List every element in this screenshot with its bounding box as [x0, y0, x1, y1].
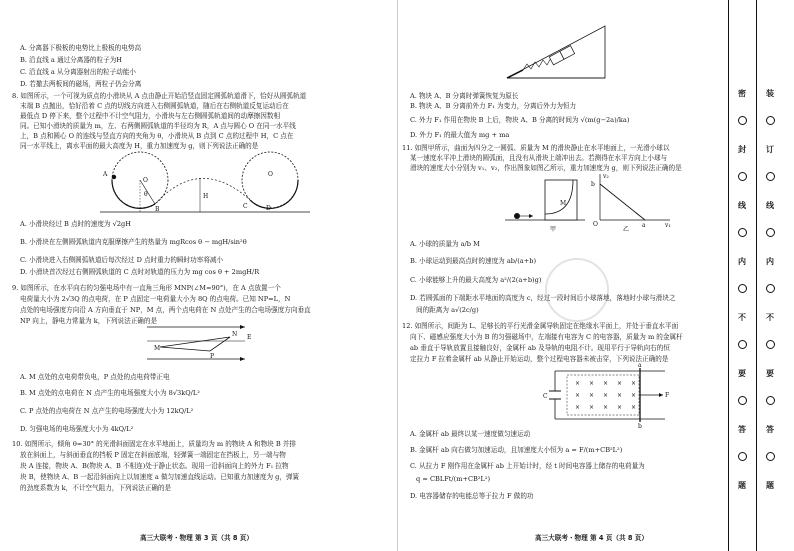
field-cross: ×	[603, 380, 609, 387]
left-text-line: B. 沿直线 a 通过分离器的粒子为H	[20, 56, 123, 64]
fig8-label-o2: O	[268, 171, 273, 178]
right-text-line: 某一速度水平冲上滑块的圆弧面，且没有从滑块上端冲出去。若测得在水平方向上小球与	[410, 154, 668, 162]
fig9-label-m: M	[154, 345, 161, 352]
right-text-line: B. 物块 A、B 分离前外力 F₁ 为变力，分离后外力为恒力	[410, 102, 577, 110]
left-text-line: D. 小滑块首次经过右侧圆弧轨道的 C 点时对轨道的压力为 mg cos θ + 2mgH/R	[20, 268, 260, 276]
left-text-line: A. M 点处的点电荷带负电，P 点处的点电荷带正电	[20, 373, 170, 381]
right-text-line: C. 外力 F₁ 作用在物块 B 上后，物块 A、B 分离的时间为 √(m(g−2a)/ka)	[410, 116, 630, 124]
figure-q9	[145, 325, 255, 365]
field-cross: ×	[617, 380, 623, 387]
binding-hole-circle	[738, 172, 747, 181]
right-text-line: 间的距离为 a√(2c/g)	[416, 306, 479, 314]
fig12-label-f: F	[665, 392, 670, 399]
left-text-line: A. 分离器下极板的电势比上极板的电势高	[20, 44, 142, 52]
binding-hole-circle	[766, 228, 775, 237]
right-page-footer: 高三大联考・物理 第 4 页（共 8 页）	[535, 534, 648, 542]
right-text-line: A. 小球的质量为 a/b M	[410, 240, 480, 248]
right-text-line: 向下、磁感应强度大小为 B 的匀强磁场中，左端接有电容为 C 的电容器，质量为 m 的金属杆	[410, 333, 683, 341]
binding-hole-circle	[766, 340, 775, 349]
fig9-label-e: E	[247, 334, 252, 341]
left-text-line: 10. 如图所示，倾角 θ=30° 的光滑斜面固定在水平地面上，质量均为 m 的物块 A 和物块 B 并排	[12, 440, 296, 448]
margin-char: 线	[738, 200, 746, 210]
figure-q11	[505, 172, 685, 234]
right-text-line: B. 金属杆 ab 向右做匀加速运动，且加速度大小恒为 a = F/(m+CB²L²)	[410, 446, 623, 454]
right-text-line: 滑块的速度大小分别为 v₁、v₂，作出图象如图乙所示，重力加速度为 g，则下列说法正确的是	[410, 164, 682, 172]
margin-char: 内	[766, 256, 774, 266]
left-text-line: D. 若撤去两板间的磁场，两粒子仍会分离	[20, 80, 142, 88]
field-cross: ×	[575, 392, 581, 399]
margin-char: 订	[766, 144, 774, 154]
right-text-line: A. 物块 A、B 分离时弹簧恢复为原长	[410, 92, 519, 100]
right-text-line: 12. 如图所示，间距为 L、足够长的平行光滑金属导轨固定在绝缘水平面上，并处于垂直水平面	[402, 322, 679, 330]
fig12-label-a: a	[638, 362, 642, 369]
right-text-line: 11. 如图甲所示，曲面为四分之一圆弧、质量为 M 的滑块静止在水平地面上，一光滑小球以	[402, 144, 670, 152]
right-text-line: q = CBLFt/(m+CB²L²)	[416, 475, 491, 483]
field-cross: ×	[589, 380, 595, 387]
field-cross: ×	[589, 392, 595, 399]
left-text-line: 末端 B 点抛出，恰好沿着 C 点的切线方向进入右侧圆弧轨道，随后在右侧轨道反复运动后在	[20, 102, 289, 110]
margin-char: 答	[738, 424, 746, 434]
left-text-line: 放在斜面上，与斜面垂直的挡板 P 固定在斜面底端，轻弹簧一端固定在挡板上，另一端与物	[20, 451, 286, 459]
field-cross: ×	[589, 404, 595, 411]
fig11-label-o: O	[593, 221, 598, 228]
left-text-line: A. 小滑块经过 B 点时的速度为 √2gH	[20, 220, 131, 228]
binding-hole-circle	[738, 116, 747, 125]
fig8-label-theta: θ	[144, 191, 148, 198]
left-text-line: 上，B 点和圆心 O 的连线与竖直方向的夹角为 θ，小滑块从 B 点到 C 点的过程中 H，C 点在	[20, 132, 294, 140]
binding-hole-circle	[738, 452, 747, 461]
fig9-label-n: N	[232, 331, 238, 338]
left-text-line: B. M 点处的点电荷在 N 点产生的电场强度大小为 8√3kQ/L²	[20, 389, 200, 397]
field-cross: ×	[617, 392, 623, 399]
field-cross: ×	[631, 404, 637, 411]
field-cross: ×	[603, 392, 609, 399]
left-text-line: 的劲度系数为 k，不计空气阻力，下列说法正确的是	[20, 484, 172, 492]
right-text-line: C. 从拉力 F 刚作用在金属杆 ab 上开始计时，经 t 时间电容器上储存的电荷量为	[410, 462, 645, 470]
fig11-label-v2: v₂	[603, 173, 609, 180]
fig11-caption-right: 乙	[623, 226, 630, 233]
left-text-line: 点处的电场强度方向沿 A 方向垂直于 NP，M 点，两个点电荷在 N 点处产生的合电场强度方向垂直	[20, 306, 311, 314]
right-text-line: D. 若圆弧面的下端距水平地面的高度为 c，经过一段时间后小球落地，落地时小球与滑块之	[410, 294, 676, 302]
fig12-label-c: C	[543, 393, 548, 400]
right-text-line: B. 小球运动到最高点时的速度为 ab/(a+b)	[410, 257, 537, 265]
fig12-label-b: b	[638, 423, 642, 430]
margin-char: 内	[738, 256, 746, 266]
margin-char: 不	[766, 312, 774, 322]
margin-char: 题	[738, 480, 746, 490]
fig8-label-o1: O	[143, 177, 148, 184]
binding-line-inner	[728, 0, 729, 551]
binding-hole-circle	[738, 340, 747, 349]
margin-char: 不	[738, 312, 746, 322]
binding-hole-circle	[738, 284, 747, 293]
fig11-label-a: a	[642, 222, 646, 229]
fig11-label-b: b	[591, 181, 595, 188]
magnetic-field-crosses	[575, 380, 636, 411]
fig11-label-v1: v₁	[665, 222, 671, 229]
figure-q10	[505, 20, 610, 82]
left-text-line: NP 向上，静电力常量为 k，下列说法正确的是	[20, 317, 158, 325]
left-text-line: B. 小滑块在左侧圆弧轨道内克服摩擦产生的热量为 mgRcos θ − mgH/sin²θ	[20, 238, 247, 246]
binding-hole-circle	[766, 116, 775, 125]
fig8-label-a: A	[103, 171, 108, 178]
left-page-footer: 高三大联考・物理 第 3 页（共 8 页）	[140, 534, 253, 542]
right-text-line: ab 垂直于导轨放置且接触良好，金属杆 ab 及导轨的电阻不计。现用平行于导轨向右的恒	[410, 344, 670, 352]
fig11-caption-left: 甲	[550, 226, 557, 233]
fig8-label-d: D	[266, 205, 271, 212]
right-text-line: D. 电容器储存的电能总等于拉力 F 做的功	[410, 492, 534, 500]
margin-char: 装	[766, 88, 774, 98]
field-cross: ×	[575, 380, 581, 387]
field-cross: ×	[603, 404, 609, 411]
left-text-line: 最低点 D 停下来，整个过程中不计空气阻力，小滑块与左右侧圆弧轨道间的动摩擦因数相	[20, 112, 281, 120]
margin-char: 要	[738, 368, 746, 378]
right-text-line: C. 小球能够上升的最大高度为 a²/(2(a+b)g)	[410, 276, 542, 284]
fig9-label-p: P	[210, 353, 215, 360]
left-text-line: 块 A 连接，物块 A、B(物块 A、B 不相连)处于静止状态。现用一沿斜面向上的外力 F₁ 拉物	[20, 462, 289, 470]
left-text-line: 电荷量大小为 2√3Q 的点电荷，在 P 点固定一电荷量大小为 8Q 的点电荷。已知 NP=L，N	[20, 295, 291, 303]
left-text-line: 9. 如图所示，在水平向右的匀强电场中有一直角三角形 MNP(∠M=90°)，在 A 点放置一个	[12, 284, 281, 292]
field-cross: ×	[617, 404, 623, 411]
fig8-label-c: C	[243, 203, 248, 210]
margin-char: 线	[766, 200, 774, 210]
margin-char: 封	[738, 144, 746, 154]
right-text-line: 定拉力 F 拉着金属杆 ab 从静止开始运动，整个过程电容器未被击穿，下列说法正确的是	[410, 355, 669, 363]
binding-hole-circle	[738, 396, 747, 405]
right-text-line: A. 金属杆 ab 最终以某一速度做匀速运动	[410, 430, 531, 438]
fig11-label-m: M	[560, 200, 567, 207]
left-text-line: 同一水平线上，离水平面的最大高度为 H，重力加速度为 g，则下列说法正确的是	[20, 142, 259, 150]
margin-char: 题	[766, 480, 774, 490]
margin-char: 要	[766, 368, 774, 378]
left-text-line: C. 沿直线 a 从分离器射出的粒子动能小	[20, 68, 137, 76]
right-page	[396, 0, 726, 551]
field-cross: ×	[631, 380, 637, 387]
left-text-line: D. 匀强电场的电场强度大小为 4kQ/L²	[20, 425, 134, 433]
margin-char: 答	[766, 424, 774, 434]
binding-hole-circle	[738, 228, 747, 237]
binding-hole-circle	[766, 452, 775, 461]
fig8-label-b: B	[155, 206, 160, 213]
figure-q8	[100, 150, 310, 215]
left-text-line: 块 B，使物块 A、B 一起沿斜面向上以加速度 a 做匀加速直线运动。已知重力加速度为 g，弹簧	[20, 473, 300, 481]
binding-hole-circle	[766, 284, 775, 293]
figure-q12	[543, 362, 675, 430]
fig8-label-h: H	[203, 193, 209, 200]
right-text-line: D. 外力 F₁ 的最大值为 mg + ma	[410, 131, 510, 139]
left-text-line: C. P 点处的点电荷在 N 点产生的电场强度大小为 12kQ/L²	[20, 407, 194, 415]
left-text-line: 8. 如图所示，一个可视为质点的小滑块从 A 点由静止开始沿竖直固定圆弧轨道滑下，恰好从圆弧轨道	[12, 92, 307, 100]
left-text-line: C. 小滑块进入右侧圆弧轨道后每次经过 D 点时重力的瞬时功率将减小	[20, 256, 224, 264]
binding-line-outer	[756, 0, 757, 551]
binding-hole-circle	[766, 172, 775, 181]
margin-char: 密	[738, 88, 746, 98]
binding-hole-circle	[766, 396, 775, 405]
field-cross: ×	[575, 404, 581, 411]
left-text-line: 同。已知小滑块的质量为 m，左、右两侧圆弧轨道的半径均为 R，A 点与圆心 O 在同一水平线	[20, 122, 296, 130]
field-cross: ×	[631, 392, 637, 399]
